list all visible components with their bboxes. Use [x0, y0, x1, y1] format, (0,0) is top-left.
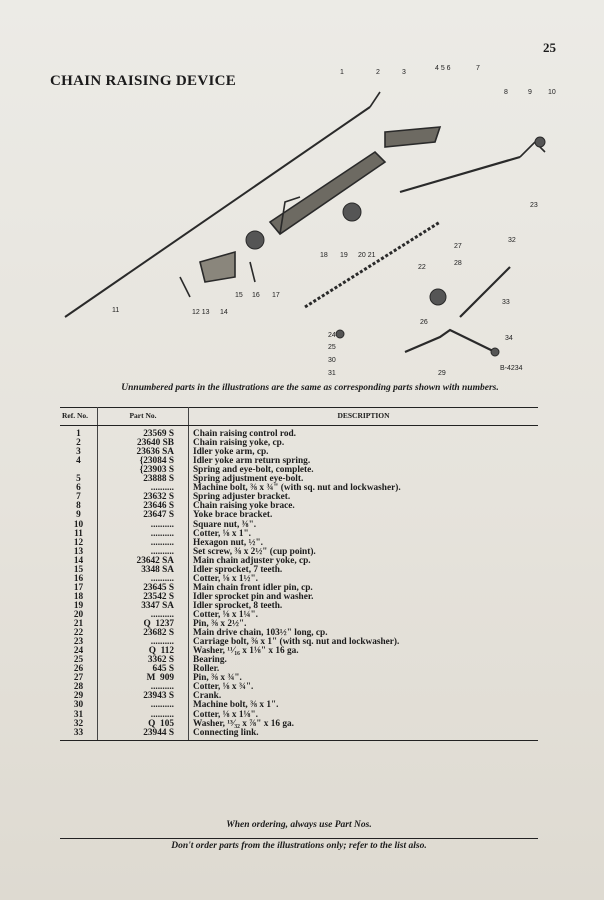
part-number: 23944 S — [98, 729, 189, 741]
part-description: Idler yoke arm return spring. Spring and eye-bolt, complete. — [193, 456, 314, 476]
table-row — [60, 701, 538, 710]
ref-number: 2 — [60, 439, 98, 448]
svg-text:15: 15 — [235, 292, 243, 299]
part-description: Idler sprocket, 8 teeth. — [193, 600, 283, 611]
part-description: Main drive chain, 103½" long, cp. — [193, 628, 328, 639]
part-number: .......... — [98, 521, 189, 530]
part-header: Part No. — [98, 408, 189, 426]
table-row — [60, 674, 538, 683]
ref-number: 28 — [60, 683, 98, 692]
ref-number: 5 — [60, 475, 98, 484]
svg-text:11: 11 — [112, 307, 120, 314]
svg-text:25: 25 — [328, 344, 336, 351]
ref-number: 21 — [60, 620, 98, 629]
ref-number: 14 — [60, 557, 98, 566]
svg-text:8: 8 — [504, 89, 508, 96]
ref-number: 4 — [60, 457, 98, 475]
part-number: .......... — [98, 530, 189, 539]
svg-text:33: 33 — [502, 299, 510, 306]
ref-number: 30 — [60, 701, 98, 710]
table-row — [60, 683, 538, 692]
ref-number: 18 — [60, 593, 98, 602]
table-row — [60, 729, 538, 741]
ref-number: 13 — [60, 548, 98, 557]
part-number: .......... — [98, 548, 189, 557]
part-description: Cotter, ⅛ x 1½". — [193, 573, 258, 584]
table-row — [60, 502, 538, 511]
callout-labels — [112, 65, 556, 377]
table-row — [60, 647, 538, 656]
part-number: .......... — [98, 701, 189, 710]
svg-text:27: 27 — [454, 243, 462, 250]
ref-number: 15 — [60, 566, 98, 575]
ref-number: 1 — [60, 426, 98, 440]
part-number: Q 112 — [98, 647, 189, 656]
svg-text:22: 22 — [418, 264, 426, 271]
svg-text:17: 17 — [272, 292, 280, 299]
part-number: 23943 S — [98, 692, 189, 701]
part-description: Bearing. — [193, 655, 227, 666]
table-row — [60, 493, 538, 502]
control-rod — [65, 107, 370, 317]
part-description: Cotter, ⅛ x 1¼". — [193, 609, 258, 620]
part-number: 3348 SA — [98, 566, 189, 575]
part-description: Crank. — [193, 691, 222, 702]
ref-number: 31 — [60, 711, 98, 720]
svg-text:19: 19 — [340, 252, 348, 259]
part-number: Q 105 — [98, 720, 189, 729]
part-description: Idler sprocket pin and washer. — [193, 591, 314, 602]
ref-number: 33 — [60, 729, 98, 741]
page-number: 25 — [543, 40, 556, 55]
ref-number: 17 — [60, 584, 98, 593]
svg-text:18: 18 — [320, 252, 328, 259]
svg-text:34: 34 — [505, 335, 513, 342]
ref-number: 20 — [60, 611, 98, 620]
part-description: Set screw, ⅜ x 2½" (cup point). — [193, 546, 316, 557]
part-number: 23647 S — [98, 511, 189, 520]
ref-number: 23 — [60, 638, 98, 647]
svg-text:26: 26 — [420, 319, 428, 326]
table-row — [60, 521, 538, 530]
table-row — [60, 711, 538, 720]
table-row — [60, 439, 538, 448]
table-row — [60, 457, 538, 475]
table-row — [60, 602, 538, 611]
part-number: .......... — [98, 484, 189, 493]
part-description: Machine bolt, ⅜ x ¾" (with sq. nut and lockwasher). — [193, 483, 401, 494]
footnote: Don't order parts from the illustrations only; refer to the list also. — [60, 838, 538, 851]
part-number: M 909 — [98, 674, 189, 683]
part-number: 23646 S — [98, 502, 189, 511]
svg-text:4 5 6: 4 5 6 — [435, 65, 451, 72]
part-description: Main chain front idler pin, cp. — [193, 582, 313, 593]
part-description: Chain raising yoke, cp. — [193, 438, 285, 449]
part-number: 23682 S — [98, 629, 189, 638]
table-row — [60, 484, 538, 493]
adjuster-yoke — [200, 252, 235, 282]
part-description: Cotter, ⅛ x 1". — [193, 528, 252, 539]
ref-header: Ref. No. — [60, 408, 98, 426]
part-description: Spring adjuster bracket. — [193, 492, 291, 503]
part-description: Carriage bolt, ⅜ x 1" (with sq. nut and lockwasher). — [193, 637, 400, 648]
part-description: Pin, ⅜ x ¾". — [193, 673, 242, 684]
svg-text:14: 14 — [220, 309, 228, 316]
svg-text:30: 30 — [328, 357, 336, 364]
table-row — [60, 593, 538, 602]
part-description: Yoke brace bracket. — [193, 510, 273, 521]
part-description: Washer, ¹³⁄₃₂ x ⅞" x 16 ga. — [193, 718, 294, 729]
ref-number: 19 — [60, 602, 98, 611]
part-number: .......... — [98, 683, 189, 692]
part-number: 23636 SA — [98, 448, 189, 457]
yoke-arm — [385, 127, 440, 147]
part-description: Cotter, ⅛ x ¾". — [193, 682, 254, 693]
svg-text:3: 3 — [402, 69, 406, 76]
part-number: {23084 S {23903 S — [98, 457, 189, 475]
part-description: Roller. — [193, 664, 220, 675]
parts-illustration — [40, 62, 570, 380]
part-description: Idler yoke arm, cp. — [193, 447, 269, 458]
svg-text:31: 31 — [328, 370, 336, 377]
ref-number: 29 — [60, 692, 98, 701]
svg-text:2: 2 — [376, 69, 380, 76]
part-description: Chain raising control rod. — [193, 429, 296, 440]
connecting-link — [460, 267, 510, 317]
part-description: Pin, ⅜ x 2½". — [193, 619, 247, 630]
part-number: 23632 S — [98, 493, 189, 502]
table-row — [60, 720, 538, 729]
part-number: .......... — [98, 539, 189, 548]
svg-text:7: 7 — [476, 65, 480, 72]
part-description: Main chain adjuster yoke, cp. — [193, 555, 311, 566]
part-number: .......... — [98, 611, 189, 620]
svg-text:12 13: 12 13 — [192, 309, 210, 316]
ordering-note: When ordering, always use Part Nos. — [226, 820, 372, 830]
ref-number: 12 — [60, 539, 98, 548]
ref-number: 27 — [60, 674, 98, 683]
part-description: Spring adjustment eye-bolt. — [193, 474, 304, 485]
table-row — [60, 611, 538, 620]
table-row — [60, 638, 538, 647]
ref-number: 9 — [60, 511, 98, 520]
part-number: 23542 S — [98, 593, 189, 602]
ref-number: 25 — [60, 656, 98, 665]
svg-text:32: 32 — [508, 237, 516, 244]
table-row — [60, 665, 538, 674]
table-row — [60, 566, 538, 575]
svg-text:10: 10 — [548, 89, 556, 96]
svg-text:24: 24 — [328, 332, 336, 339]
part-description: Washer, ¹¹⁄₁₆ x 1⅛" x 16 ga. — [193, 646, 299, 657]
ref-number: 3 — [60, 448, 98, 457]
svg-text:20 21: 20 21 — [358, 252, 376, 259]
ref-number: 16 — [60, 575, 98, 584]
ref-number: 24 — [60, 647, 98, 656]
ref-number: 6 — [60, 484, 98, 493]
idler-sprocket-7 — [246, 231, 264, 249]
part-number: 3362 S — [98, 656, 189, 665]
brace — [400, 157, 520, 192]
part-number: 23569 S — [98, 426, 189, 440]
table-row — [60, 656, 538, 665]
part-number: .......... — [98, 711, 189, 720]
table-row — [60, 426, 538, 440]
ref-number: 11 — [60, 530, 98, 539]
svg-text:1: 1 — [340, 69, 344, 76]
table-row — [60, 692, 538, 701]
part-description: Hexagon nut, ½". — [193, 537, 263, 548]
part-number: .......... — [98, 575, 189, 584]
table-row — [60, 530, 538, 539]
svg-text:23: 23 — [530, 202, 538, 209]
ref-number: 10 — [60, 521, 98, 530]
description-header: DESCRIPTION — [189, 408, 539, 426]
part-description: Chain raising yoke brace. — [193, 501, 295, 512]
part-number: 23640 SB — [98, 439, 189, 448]
ref-number: 26 — [60, 665, 98, 674]
page-title: CHAIN RAISING DEVICE — [50, 73, 237, 89]
table-row — [60, 557, 538, 566]
ref-number: 7 — [60, 493, 98, 502]
illustration-caption: Unnumbered parts in the illustrations are the same as corresponding parts shown with numbers. — [121, 383, 499, 393]
ref-number: 8 — [60, 502, 98, 511]
idler-sprocket-8 — [343, 203, 361, 221]
parts-table — [60, 407, 538, 741]
ref-number: 22 — [60, 629, 98, 638]
part-description: Idler sprocket, 7 teeth. — [193, 564, 283, 575]
ref-number: 32 — [60, 720, 98, 729]
part-description: Square nut, ⅜". — [193, 519, 257, 530]
svg-text:16: 16 — [252, 292, 260, 299]
part-description: Machine bolt, ⅜ x 1". — [193, 700, 279, 711]
part-number: 3347 SA — [98, 602, 189, 611]
svg-text:28: 28 — [454, 260, 462, 267]
part-description: Connecting link. — [189, 729, 539, 741]
part-description: Cotter, ⅛ x 1⅛". — [193, 709, 258, 720]
part-number: 23645 S — [98, 584, 189, 593]
svg-text:B-4234: B-4234 — [500, 365, 523, 372]
part-number: 23642 SA — [98, 557, 189, 566]
part-number: Q 1237 — [98, 620, 189, 629]
crank — [405, 330, 495, 352]
roller — [430, 289, 446, 305]
svg-text:9: 9 — [528, 89, 532, 96]
table-row — [60, 511, 538, 520]
part-number: 645 S — [98, 665, 189, 674]
part-number: .......... — [98, 638, 189, 647]
part-number: 23888 S — [98, 475, 189, 484]
svg-text:29: 29 — [438, 370, 446, 377]
